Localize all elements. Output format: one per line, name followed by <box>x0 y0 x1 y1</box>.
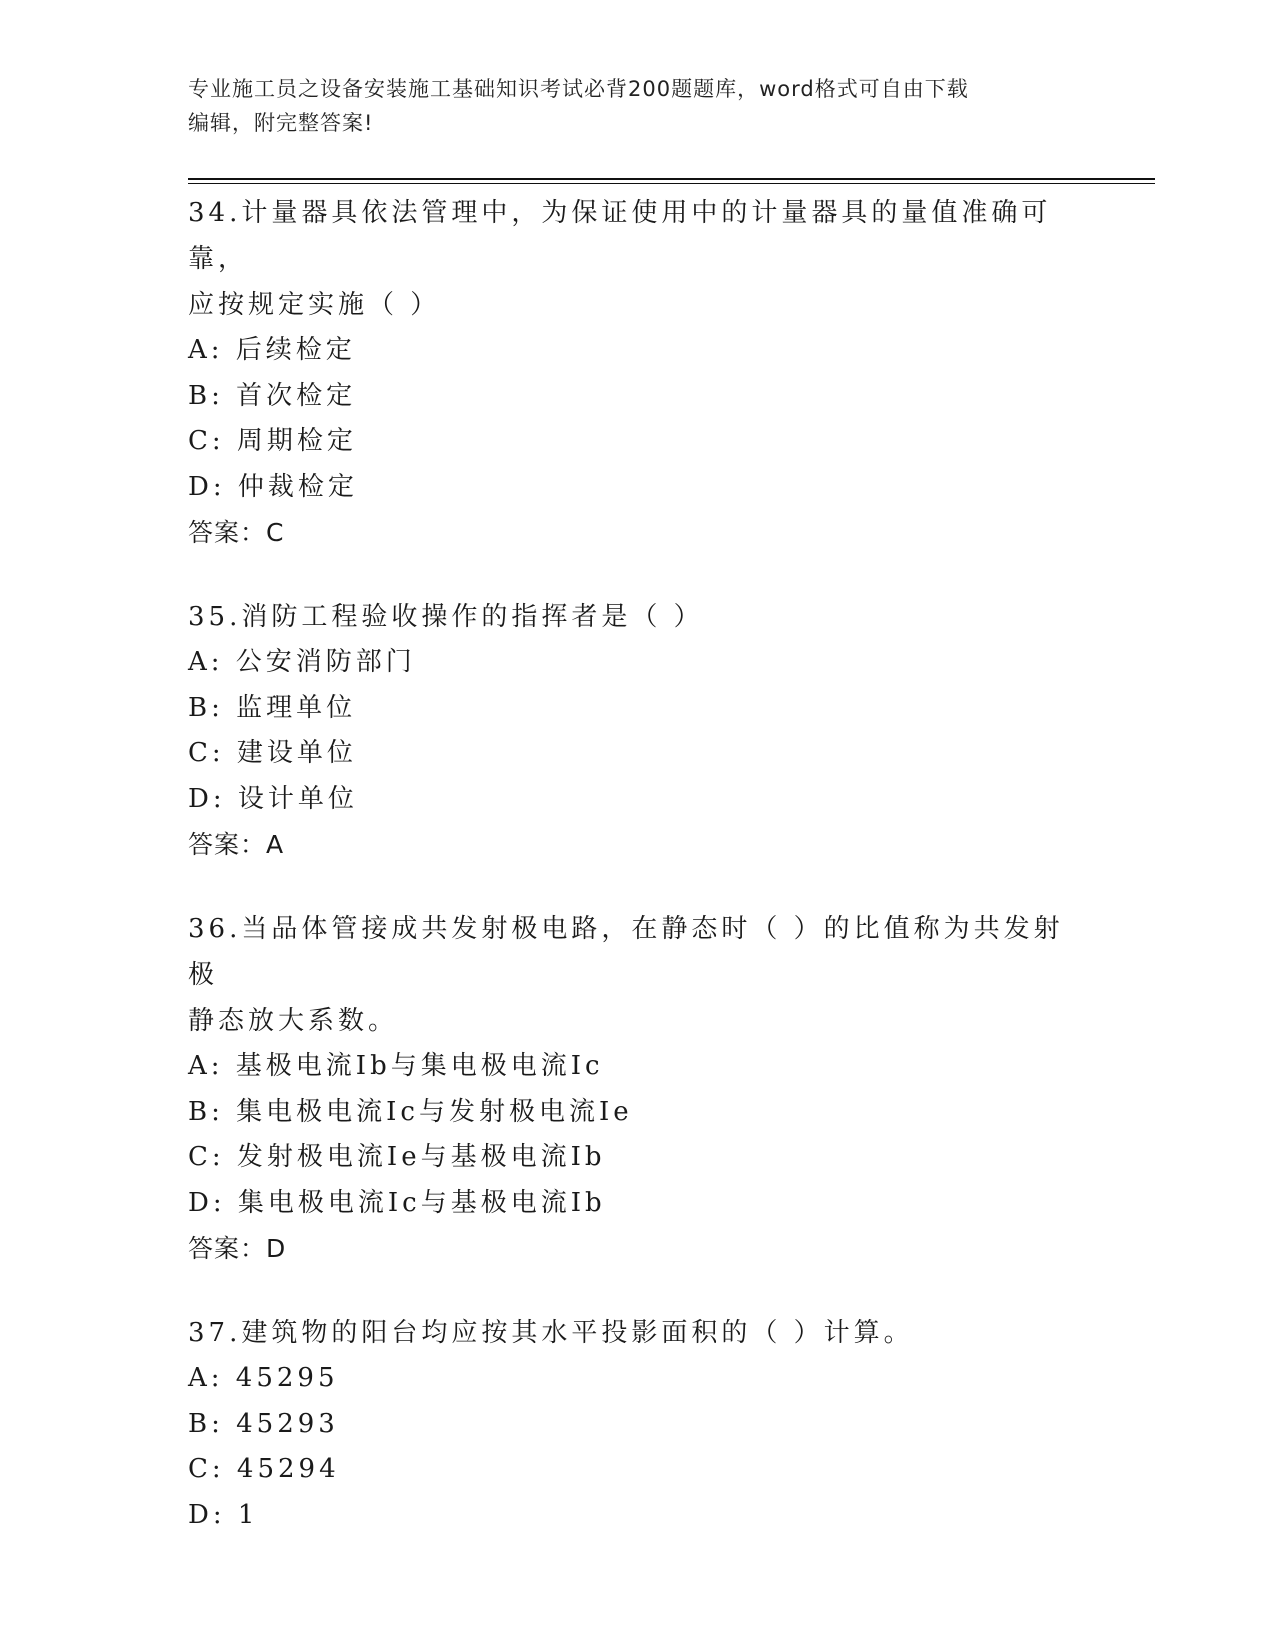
question-36 <box>188 906 1088 1272</box>
option-list <box>188 640 1088 822</box>
answer-label: 答案：C <box>188 518 285 547</box>
option-b: B: 集电极电流Ic与发射极电流Ie <box>188 1096 633 1127</box>
header-divider-thin <box>188 183 1155 184</box>
option-c: C: 45294 <box>188 1454 340 1484</box>
option-list <box>188 328 1088 510</box>
question-34 <box>188 190 1088 556</box>
header-title-line-2: 编辑，附完整答案! <box>188 111 374 135</box>
question-stem-line-1: 36.当品体管接成共发射极电路，在静态时（ ）的比值称为共发射极 <box>188 914 1064 990</box>
answer-label: 答案：A <box>188 830 285 859</box>
option-a: A: 45295 <box>188 1363 339 1393</box>
question-stem-line-1: 34.计量器具依法管理中，为保证使用中的计量器具的量值准确可靠， <box>188 198 1052 274</box>
option-c: C: 周期检定 <box>188 426 357 456</box>
question-35 <box>188 594 1088 868</box>
document-header <box>188 72 1068 140</box>
option-a: A: 后续检定 <box>188 335 356 365</box>
option-c: C: 发射极电流Ie与基极电流Ib <box>188 1142 606 1172</box>
option-d: D: 集电极电流Ic与基极电流Ib <box>188 1187 606 1218</box>
question-stem <box>188 190 1088 328</box>
question-stem <box>188 906 1088 1044</box>
answer-label: 答案：D <box>188 1234 287 1263</box>
option-list <box>188 1044 1088 1226</box>
option-b: B: 首次检定 <box>188 380 357 411</box>
question-stem-line-1: 35.消防工程验收操作的指挥者是（ ） <box>188 602 704 632</box>
option-a: A: 基极电流Ib与集电极电流Ic <box>188 1051 604 1081</box>
option-list <box>188 1356 1088 1538</box>
option-c: C: 建设单位 <box>188 738 357 768</box>
question-stem <box>188 1310 1088 1356</box>
question-list <box>188 190 1088 1576</box>
question-stem <box>188 594 1088 640</box>
option-d: D: 仲裁检定 <box>188 471 358 502</box>
question-stem-line-2: 应按规定实施（ ） <box>188 290 441 320</box>
question-stem-line-2: 静态放大系数。 <box>188 1006 399 1036</box>
option-a: A: 公安消防部门 <box>188 647 416 677</box>
option-b: B: 45293 <box>188 1408 339 1439</box>
option-d: D: 1 <box>188 1499 259 1530</box>
header-title-line-1: 专业施工员之设备安装施工基础知识考试必背200题题库，word格式可自由下载 <box>188 77 969 101</box>
header-divider-thick <box>188 178 1155 180</box>
option-b: B: 监理单位 <box>188 692 357 723</box>
option-d: D: 设计单位 <box>188 783 358 814</box>
question-37 <box>188 1310 1088 1538</box>
question-stem-line-1: 37.建筑物的阳台均应按其水平投影面积的（ ）计算。 <box>188 1318 914 1348</box>
